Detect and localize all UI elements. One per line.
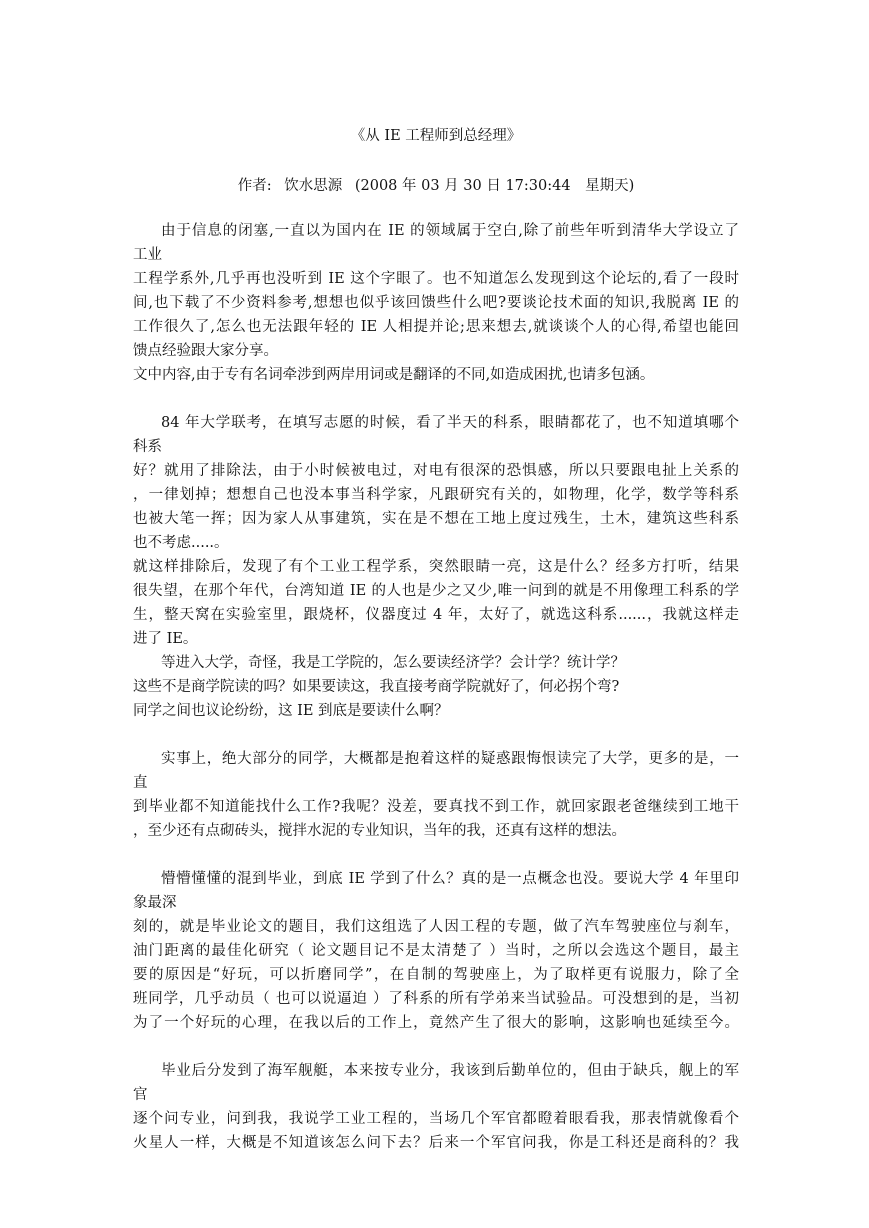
paragraph bbox=[133, 411, 739, 723]
paragraph bbox=[133, 747, 739, 843]
text-line: 班同学，几乎动员（ 也可以说逼迫 ）了科系的所有学弟来当试验品。可没想到的是，当初 bbox=[133, 991, 739, 1007]
text-line: 也不考虑.....。 bbox=[133, 535, 229, 551]
text-line: 油门距离的最佳化研究（ 论文题目记不是太清楚了 ）当时，之所以会选这个题目，最主 bbox=[133, 943, 739, 959]
text-line: 间,也下载了不少资料参考,想想也似乎该回馈些什么吧?要谈论技术面的知识,我脱离 IE 的 bbox=[133, 295, 739, 311]
text-line: 直 bbox=[133, 775, 148, 791]
text-line: 逐个问专业，问到我，我说学工业工程的，当场几个军官都瞪着眼看我，那表情就像看个 bbox=[133, 1111, 739, 1127]
text-line: 象最深 bbox=[133, 895, 177, 911]
text-line: 工业 bbox=[133, 247, 162, 263]
text-line: 火星人一样，大概是不知道该怎么问下去？后来一个军官问我，你是工科还是商科的？我 bbox=[133, 1135, 739, 1151]
paragraph bbox=[133, 867, 739, 1035]
paragraph bbox=[133, 219, 739, 387]
text-line: 工程学系外,几乎再也没听到 IE 这个字眼了。也不知道怎么发现到这个论坛的,看了一段时 bbox=[133, 271, 739, 287]
text-line: 文中内容,由于专有名词牵涉到两岸用词或是翻译的不同,如造成困扰,也请多包涵。 bbox=[133, 367, 655, 383]
text-line: 同学之间也议论纷纷，这 IE 到底是要读什么啊？ bbox=[133, 703, 449, 719]
byline bbox=[133, 176, 739, 196]
text-line: 好？就用了排除法，由于小时候被电过，对电有很深的恐惧感，所以只要跟电扯上关系的 bbox=[133, 463, 739, 479]
author-name: 饮水思源 bbox=[284, 178, 343, 194]
author-label: 作者: bbox=[237, 178, 272, 194]
text-line: 要的原因是“好玩，可以折磨同学”，在自制的驾驶座上，为了取样更有说服力，除了全 bbox=[133, 967, 739, 983]
text-line: 科系 bbox=[133, 439, 162, 455]
text-line: 官 bbox=[133, 1087, 148, 1103]
text-line: 为了一个好玩的心理，在我以后的工作上，竟然产生了很大的影响，这影响也延续至今。 bbox=[133, 1015, 739, 1031]
text-line: 等进入大学，奇怪，我是工学院的，怎么要读经济学？会计学？统计学？ bbox=[161, 655, 625, 671]
text-line: 这些不是商学院读的吗？如果要读这，我直接考商学院就好了，何必拐个弯? bbox=[133, 679, 620, 695]
document-page bbox=[133, 0, 739, 1228]
post-datetime: (2008 年 03 月 30 日 17:30:44 星期天) bbox=[354, 178, 635, 194]
text-line: 毕业后分发到了海军舰艇，本来按专业分，我该到后勤单位的，但由于缺兵，舰上的军 bbox=[161, 1063, 739, 1079]
text-line: ，一律划掉；想想自己也没本事当科学家，凡跟研究有关的，如物理，化学，数学等科系 bbox=[133, 487, 739, 503]
text-line: 由于信息的闭塞,一直以为国内在 IE 的领域属于空白,除了前些年听到清华大学设立了 bbox=[161, 223, 739, 239]
text-line: 懵懵懂懂的混到毕业，到底 IE 学到了什么？真的是一点概念也没。要说大学 4 年里印 bbox=[161, 871, 739, 887]
text-line: ，至少还有点砌砖头，搅拌水泥的专业知识，当年的我，还真有这样的想法。 bbox=[133, 823, 626, 839]
text-line: 生，整天窝在实验室里，跟烧杯，仪器度过 4 年，太好了，就选这科系......，我就这样走 bbox=[133, 607, 739, 623]
document-title: 《从 IE 工程师到总经理》 bbox=[350, 128, 522, 144]
text-line: 实事上，绝大部分的同学，大概都是抱着这样的疑惑跟悔恨读完了大学，更多的是，一 bbox=[161, 751, 739, 767]
text-line: 84 年大学联考，在填写志愿的时候，看了半天的科系，眼睛都花了，也不知道填哪个 bbox=[161, 415, 739, 431]
text-line: 到毕业都不知道能找什么工作?我呢？没差，要真找不到工作，就回家跟老爸继续到工地干 bbox=[133, 799, 739, 815]
text-line: 也被大笔一挥；因为家人从事建筑，实在是不想在工地上度过残生，土木，建筑这些科系 bbox=[133, 511, 739, 527]
article-body bbox=[133, 219, 739, 1155]
text-line: 很失望，在那个年代，台湾知道 IE 的人也是少之又少,唯一问到的就是不用像理工科系的学 bbox=[133, 583, 739, 599]
text-line: 就这样排除后，发现了有个工业工程学系，突然眼睛一亮，这是什么？经多方打听，结果 bbox=[133, 559, 739, 575]
text-line: 工作很久了,怎么也无法跟年轻的 IE 人相提并论;思来想去,就谈谈个人的心得,希望也能回 bbox=[133, 319, 739, 335]
text-line: 馈点经验跟大家分享。 bbox=[133, 343, 278, 359]
text-line: 刻的，就是毕业论文的题目，我们这组选了人因工程的专题，做了汽车驾驶座位与刹车， bbox=[133, 919, 739, 935]
text-line: 进了 IE。 bbox=[133, 631, 198, 647]
paragraph bbox=[133, 1059, 739, 1155]
